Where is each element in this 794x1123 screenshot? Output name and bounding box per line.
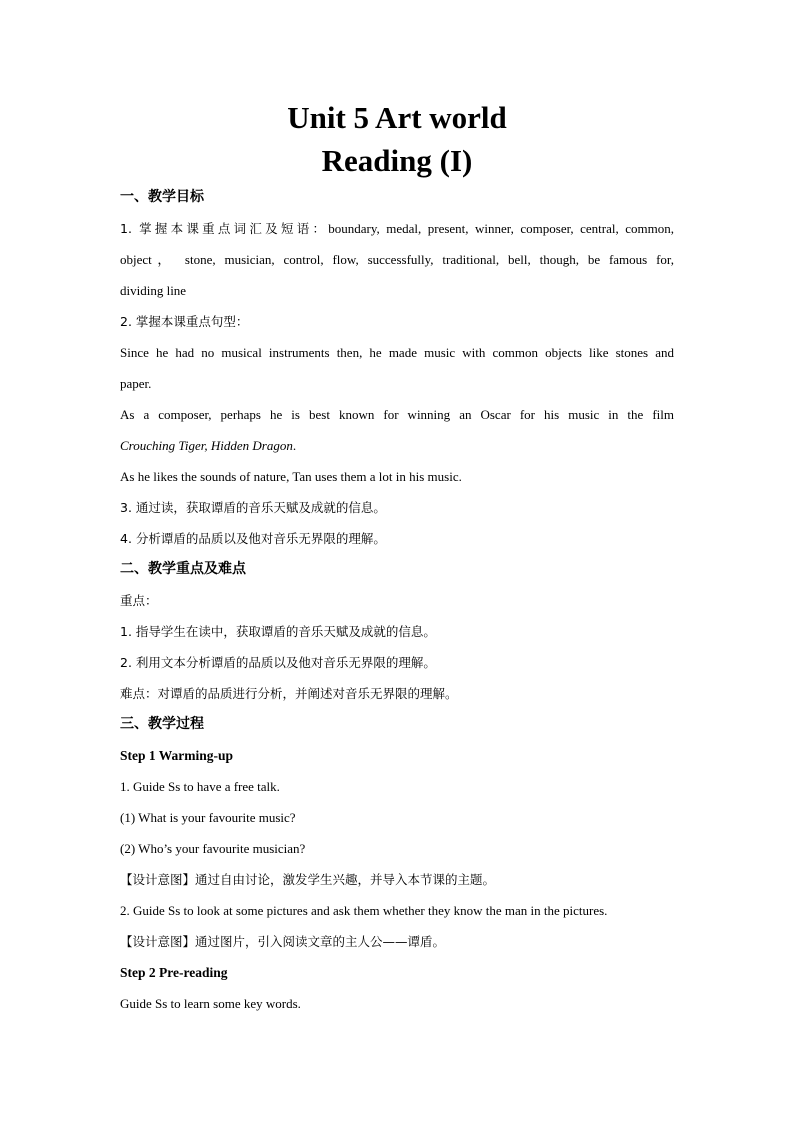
objective-1-prefix: 1. 掌握本课重点词汇及短语： (120, 221, 329, 236)
section-heading-key-points: 二、教学重点及难点 (120, 561, 246, 577)
title-line-2: Reading (I) (321, 143, 473, 178)
design-intent-1: 【设计意图】通过自由讨论，激发学生兴趣，并导入本节课的主题。 (120, 872, 496, 887)
sentence-2-line-2 (120, 430, 674, 461)
objective-1-line-2: object， stone, musician, control, flow, successfully, traditional, bell, though, be famous for, (120, 252, 674, 267)
step-2-title: Step 2 Pre-reading (120, 965, 228, 980)
key-points-label: 重点： (120, 593, 158, 608)
document-title (120, 96, 674, 182)
step-1-question-1: (1) What is your favourite music? (120, 810, 296, 825)
key-point-1: 1. 指导学生在读中，获取谭盾的音乐天赋及成就的信息。 (120, 624, 436, 639)
objective-1-line-3: dividing line (120, 283, 187, 298)
objective-1-line-1 (120, 213, 674, 244)
film-title: Crouching Tiger, Hidden Dragon (120, 438, 293, 453)
section-heading-process: 三、教学过程 (120, 716, 204, 732)
step-1-question-2: (2) Who’s your favourite musician? (120, 841, 306, 856)
step-1-item-2: 2. Guide Ss to look at some pictures and ask them whether they know the man in the pictures. (120, 903, 608, 918)
title-line-1: Unit 5 Art world (287, 100, 507, 135)
design-intent-2: 【设计意图】通过图片，引入阅读文章的主人公——谭盾。 (120, 934, 446, 949)
sentence-1-line-2: paper. (120, 376, 152, 391)
step-1-item-1: 1. Guide Ss to have a free talk. (120, 779, 280, 794)
objective-3: 3. 通过读，获取谭盾的音乐天赋及成就的信息。 (120, 500, 386, 515)
objective-2-heading: 2. 掌握本课重点句型： (120, 314, 249, 329)
sentence-1-line-1: Since he had no musical instruments then, he made music with common objects like stones and (120, 345, 674, 360)
key-point-2: 2. 利用文本分析谭盾的品质以及他对音乐无界限的理解。 (120, 655, 436, 670)
difficulty: 难点：对谭盾的品质进行分析，并阐述对音乐无界限的理解。 (120, 686, 458, 701)
document-page (120, 96, 674, 1019)
objective-4: 4. 分析谭盾的品质以及他对音乐无界限的理解。 (120, 531, 386, 546)
sentence-2-end: . (292, 438, 297, 453)
objective-1-vocab-1: boundary, medal, present, winner, composer, central, common, (328, 221, 675, 236)
step-2-item-1: Guide Ss to learn some key words. (120, 996, 301, 1011)
step-1-title: Step 1 Warming-up (120, 748, 234, 763)
sentence-2-line-1: As a composer, perhaps he is best known for winning an Oscar for his music in the film (120, 407, 674, 422)
sentence-3: As he likes the sounds of nature, Tan uses them a lot in his music. (120, 469, 462, 484)
section-heading-objectives: 一、教学目标 (120, 189, 204, 205)
